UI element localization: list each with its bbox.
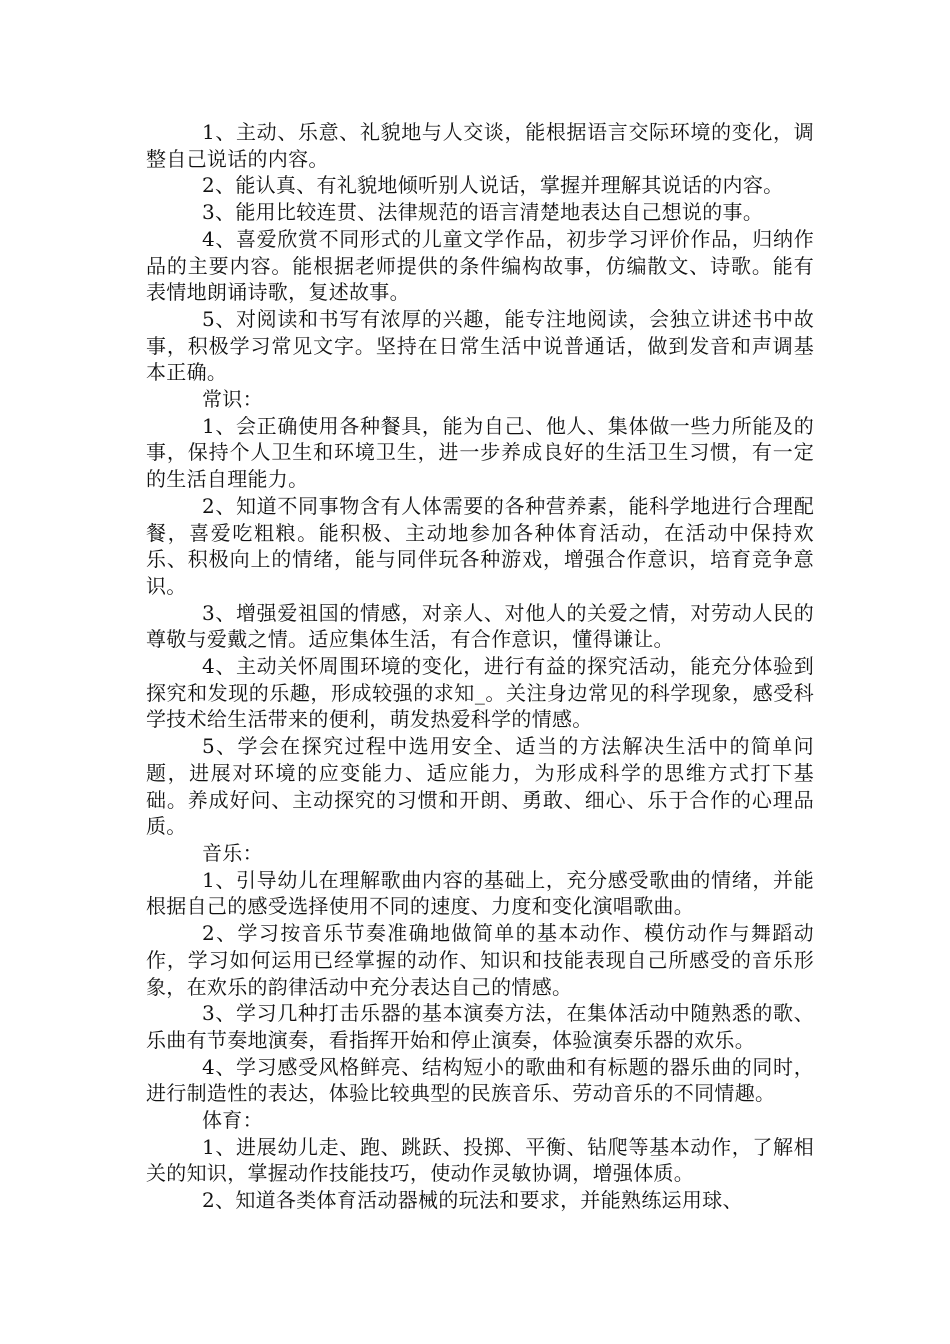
- paragraph-music-3: 3、学习几种打击乐器的基本演奏方法，在集体活动中随熟悉的歌、乐曲有节奏地演奏，看指挥开始和停止演奏，体验演奏乐器的欢乐。: [146, 1001, 814, 1052]
- paragraph-music-1: 1、引导幼儿在理解歌曲内容的基础上，充分感受歌曲的情绪，并能根据自己的感受选择使用不同的速度、力度和变化演唱歌曲。: [146, 867, 814, 919]
- paragraph-knowledge-4: 4、主动关怀周围环境的变化，进行有益的探究活动，能充分体验到探究和发现的乐趣，形成较强的求知_。关注身边常见的科学现象，感受科学技术给生活带来的便利，萌发热爱科学的情感。: [146, 654, 814, 732]
- paragraph-language-5: 5、对阅读和书写有浓厚的兴趣，能专注地阅读，会独立讲述书中故事，积极学习常见文字。坚持在日常生活中说普通话，做到发音和声调基本正确。: [146, 306, 814, 385]
- paragraph-knowledge-3: 3、增强爱祖国的情感，对亲人、对他人的关爱之情，对劳动人民的尊敬与爱戴之情。适应集体生活，有合作意识，懂得谦让。: [146, 600, 814, 652]
- paragraph-language-4: 4、喜爱欣赏不同形式的儿童文学作品，初步学习评价作品，归纳作品的主要内容。能根据老师提供的条件编构故事，仿编散文、诗歌。能有表情地朗诵诗歌，复述故事。: [146, 226, 814, 305]
- section-heading-general-knowledge: 常识：: [202, 387, 263, 412]
- paragraph-knowledge-2: 2、知道不同事物含有人体需要的各种营养素，能科学地进行合理配餐，喜爱吃粗粮。能积极、主动地参加各种体育活动，在活动中保持欢乐、积极向上的情绪，能与同伴玩各种游戏，增强合作意识，培育竞争意识。: [146, 493, 814, 598]
- section-heading-pe: 体育：: [202, 1108, 263, 1133]
- paragraph-knowledge-5: 5、学会在探究过程中选用安全、适当的方法解决生活中的简单问题，进展对环境的应变能力、适应能力，为形成科学的思维方式打下基础。养成好问、主动探究的习惯和开朗、勇敢、细心、乐于合作的心理品质。: [146, 734, 814, 839]
- paragraph-pe-1: 1、进展幼儿走、跑、跳跃、投掷、平衡、钻爬等基本动作，了解相关的知识，掌握动作技能技巧，使动作灵敏协调，增强体质。: [146, 1134, 814, 1186]
- paragraph-language-3: 3、能用比较连贯、法律规范的语言清楚地表达自己想说的事。: [202, 200, 764, 225]
- document-page: [146, 119, 814, 1214]
- paragraph-music-2: 2、学习按音乐节奏准确地做简单的基本动作、模仿动作与舞蹈动作，学习如何运用已经掌握的动作、知识和技能表现自己所感受的音乐形象，在欢乐的韵律活动中充分表达自己的情感。: [146, 921, 814, 999]
- paragraph-knowledge-1: 1、会正确使用各种餐具，能为自己、他人、集体做一些力所能及的事，保持个人卫生和环境卫生，进一步养成良好的生活卫生习惯，有一定的生活自理能力。: [146, 413, 814, 492]
- paragraph-music-4: 4、学习感受风格鲜亮、结构短小的歌曲和有标题的器乐曲的同时，进行制造性的表达，体验比较典型的民族音乐、劳动音乐的不同情趣。: [146, 1054, 814, 1106]
- section-heading-music: 音乐：: [202, 840, 263, 865]
- paragraph-pe-2: 2、知道各类体育活动器械的玩法和要求，并能熟练运用球、: [202, 1188, 743, 1213]
- paragraph-language-2: 2、能认真、有礼貌地倾听别人说话，掌握并理解其说话的内容。: [202, 173, 784, 198]
- paragraph-language-1: 1、主动、乐意、礼貌地与人交谈，能根据语言交际环境的变化，调整自己说话的内容。: [146, 120, 814, 171]
